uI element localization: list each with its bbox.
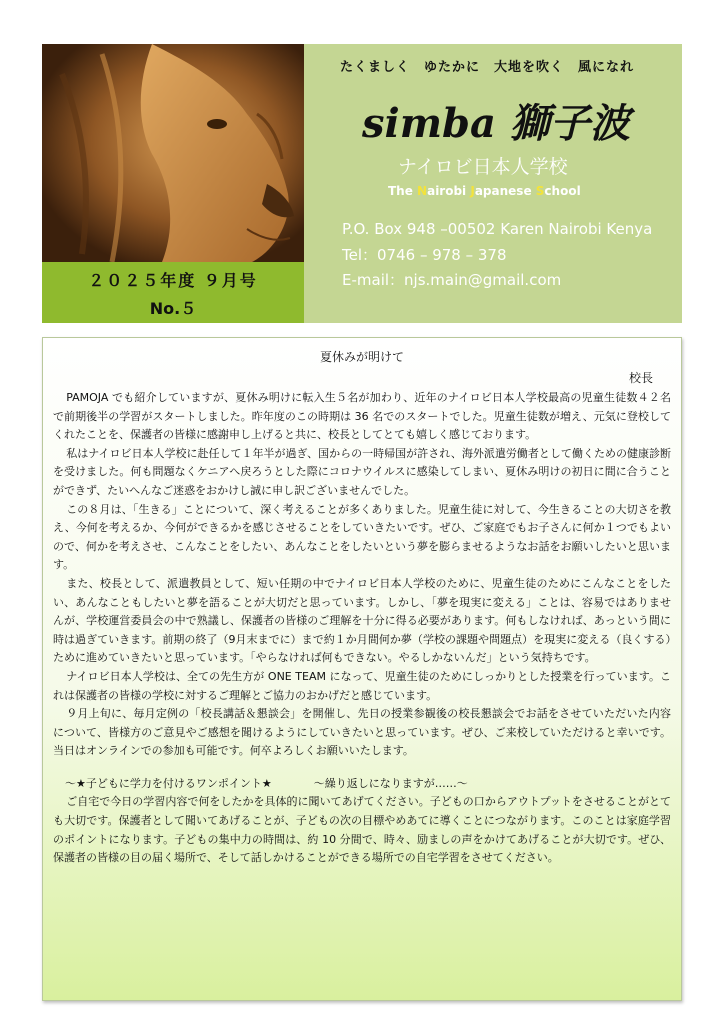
issue-number: No.５ — [149, 299, 197, 318]
lion-illustration — [42, 44, 304, 262]
newsletter-title: simba 獅子波 — [362, 100, 630, 147]
article-paragraph: ナイロビ日本人学校は、全ての先生方が ONE TEAM になって、児童生徒のためにしっかりとした授業を行っています。これは保護者の皆様の学校に対するご理解とご協力のおかげだと感じています。 — [53, 669, 671, 702]
article-paragraph: PAMOJA でも紹介していますが、夏休み明けに転入生５名が加わり、近年のナイロビ日本人学校最高の児童生徒数４２名で前期後半の学習がスタートしました。昨年度のこの時期は 36 名でのスタートでした。児童生徒数が増え、元気に登校してくれたことを、保護者の皆様に感謝申し上げると共に、校長としてとても嬉しく感じております。 — [53, 391, 671, 442]
article-paragraph: この８月は、「生きる」ことについて、深く考えることが多くありました。児童生徒に対して、今生きることの大切さを教え、今何を考えるか、今何ができるかを感じさせることをしていきたいです。ぜひ、ご家庭でもお子さんに何か１つでもよいので、何かを考えさせ、こんなことをしたい、あんなことをしたいという夢を膨らませるようなお話をお願いしたいと思います。 — [53, 502, 671, 572]
issue-box — [42, 262, 304, 323]
title-panel — [304, 44, 682, 323]
section-spacer — [53, 761, 671, 775]
article-paragraph: また、校長として、派遣教員として、短い任期の中でナイロビ日本人学校のために、児童生徒のためにこんなことをしたい、あんなこともしたいと夢を語ることが大切だと思っています。しかし、「夢を現実に変える」ことは、容易ではありませんが、学校運営委員会の中で熟議し、保護者の皆様のご理解を十分に得る必要があります。何もしなければ、あっという間に時は過ぎていきます。前期の終了（9月末までに）まで約１か月間何か夢（学校の課題や問題点）を現実に変える（良くする）ために進めていきたいと思っています。「やらなければ何もできない。やるしかないんだ」という気持ちです。 — [53, 576, 671, 665]
onepoint-title: ～★子どもに学力を付けるワンポイント★ — [65, 776, 272, 790]
principal-article — [42, 337, 682, 1001]
article-paragraph: ９月上旬に、毎月定例の「校長講話＆懇談会」を開催し、先日の授業参観後の校長懇談会でお話をさせていただいた内容について、皆様方のご意見やご感想を聞けるようにしていきたいと思っています。ぜひ、ご来校していただけると幸いです。当日はオンラインでの参加も可能です。何卒よろしくお願いいたします。 — [53, 707, 671, 758]
onepoint-heading — [65, 775, 671, 794]
newsletter-header — [42, 44, 682, 323]
article-paragraph: 私はナイロビ日本人学校に赴任して１年半が過ぎ、国からの一時帰国が許され、海外派遣労働者として働くための健康診断を受けました。何も問題なくケニアへ戻ろうとした際にコロナウイルスに感染してしまい、夏休み明けの初日に間に合うことができず、たいへんなご迷惑をおかけし誠に申し訳ございませんでした。 — [53, 446, 671, 497]
article-title: 夏休みが明けて — [319, 350, 404, 364]
school-email[interactable]: E-mail：njs.main@gmail.com — [342, 271, 562, 289]
lion-photo — [42, 44, 304, 262]
onepoint-paragraph: ご自宅で今日の学習内容で何をしたかを具体的に聞いてあげてください。子どもの口からアウトプットをさせることがとても大切です。保護者として聞いてあげることが、子どもの次の目標やめあてに導くことにつながります。このことは家庭学習のポイントになります。子どもの集中力の時間は、約 10 分間で、時々、励ましの声をかけてあげることが大切です。ぜひ、保護者の皆様の目の届く場所で、そして話しかけることができる場所での自宅学習をさせてください。 — [53, 795, 671, 865]
onepoint-note: ～繰り返しになりますが……～ — [313, 776, 468, 790]
article-author: 校長 — [628, 371, 653, 385]
school-name-japanese: ナイロビ日本人学校 — [398, 156, 568, 178]
issue-date: ２０２５年度 ９月号 — [88, 271, 258, 290]
school-motto: たくましく ゆたかに 大地を吹く 風になれ — [340, 60, 635, 75]
school-address: P.O. Box 948 –00502 Karen Nairobi Kenya — [342, 220, 653, 238]
school-name-english: The Nairobi Japanese School — [388, 184, 581, 198]
school-phone: Tel：0746 – 978 – 378 — [342, 246, 507, 264]
